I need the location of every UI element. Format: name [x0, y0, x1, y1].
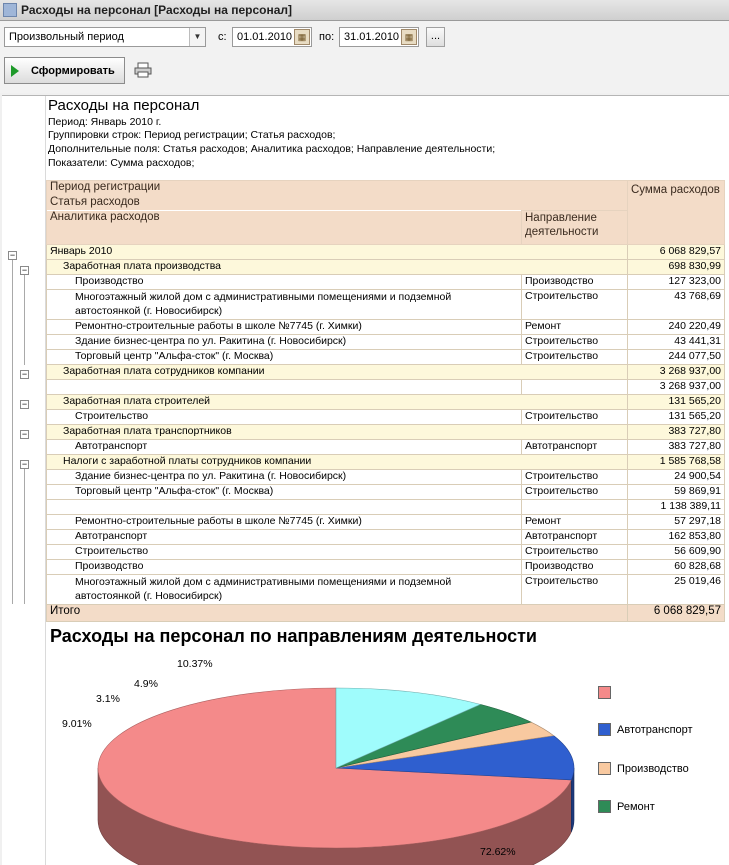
cell-analytics: Здание бизнес-центра по ул. Ракитина (г. Новосибирск) — [47, 470, 522, 485]
header-article: Статья расходов — [47, 196, 628, 211]
legend-label: Ремонт — [617, 800, 655, 813]
collapse-icon[interactable]: − — [21, 265, 28, 275]
from-label: с: — [218, 31, 227, 43]
to-label: по: — [319, 31, 335, 43]
collapse-icon[interactable]: − — [21, 369, 28, 379]
cell-sum: 383 727,80 — [628, 425, 725, 440]
subgroup-row[interactable] — [47, 425, 725, 440]
cell-direction: Строительство — [522, 350, 628, 365]
table-row[interactable] — [47, 335, 725, 350]
cell-analytics: Ремонтно-строительные работы в школе №7745 (г. Химки) — [47, 320, 522, 335]
cell-sum: 60 828,68 — [628, 560, 725, 575]
cell-analytics: Многоэтажный жилой дом с административными помещениями и подземной автостоянкой (г. Новосибирск) — [47, 290, 522, 320]
calendar-icon[interactable]: ▦ — [294, 29, 310, 45]
cell-sum: 43 768,69 — [628, 290, 725, 320]
cell-sum: 131 565,20 — [628, 410, 725, 425]
cell-analytics: Производство — [47, 275, 522, 290]
header-period: Период регистрации — [47, 181, 628, 196]
calendar-icon[interactable]: ▦ — [401, 29, 417, 45]
cell-sum: 1 138 389,11 — [628, 500, 725, 515]
pie-label: 72.62% — [480, 846, 516, 858]
cell-direction — [522, 380, 628, 395]
total-label: Итого — [47, 605, 628, 622]
cell-direction: Строительство — [522, 545, 628, 560]
chart-title: Расходы на персонал по направлениям деятельности — [50, 626, 537, 646]
cell-sum: 6 068 829,57 — [628, 245, 725, 260]
cell-sum: 383 727,80 — [628, 440, 725, 455]
subgroup-row[interactable] — [47, 260, 725, 275]
cell-direction: Производство — [522, 275, 628, 290]
report-period: Период: Январь 2010 г. — [48, 116, 162, 128]
cell-analytics: Заработная плата сотрудников компании — [47, 365, 628, 380]
legend-swatch — [598, 723, 611, 736]
cell-sum: 127 323,00 — [628, 275, 725, 290]
date-from-value: 01.01.2010 — [237, 31, 293, 43]
window-title: Расходы на персонал [Расходы на персонал] — [21, 3, 293, 17]
report-table — [46, 180, 725, 622]
report-toolbar — [0, 21, 729, 93]
legend-item — [598, 686, 617, 699]
cell-direction: Строительство — [522, 485, 628, 500]
period-type-select[interactable] — [4, 27, 206, 47]
cell-analytics: Январь 2010 — [47, 245, 628, 260]
period-type-value: Произвольный период — [9, 31, 124, 43]
cell-sum: 56 609,90 — [628, 545, 725, 560]
print-icon[interactable] — [134, 62, 152, 78]
tree-line — [12, 260, 13, 604]
cell-sum: 240 220,49 — [628, 320, 725, 335]
cell-sum: 1 585 768,58 — [628, 455, 725, 470]
cell-direction: Строительство — [522, 335, 628, 350]
play-icon — [11, 65, 19, 77]
table-row[interactable] — [47, 350, 725, 365]
legend-item — [598, 800, 655, 813]
legend-swatch — [598, 686, 611, 699]
total-row — [47, 605, 725, 622]
pie-chart — [46, 651, 586, 865]
cell-analytics: Автотранспорт — [47, 440, 522, 455]
pie-label: 4.9% — [134, 678, 158, 690]
pie-label: 10.37% — [177, 658, 213, 670]
cell-direction: Строительство — [522, 290, 628, 320]
report-window-icon — [3, 3, 17, 17]
cell-analytics: Заработная плата производства — [47, 260, 628, 275]
subgroup-row[interactable] — [47, 455, 725, 470]
table-row[interactable] — [47, 275, 725, 290]
table-row[interactable] — [47, 470, 725, 485]
cell-sum: 162 853,80 — [628, 530, 725, 545]
table-row[interactable] — [47, 560, 725, 575]
cell-direction: Строительство — [522, 410, 628, 425]
table-row[interactable] — [47, 515, 725, 530]
table-row[interactable] — [47, 500, 725, 515]
cell-sum: 25 019,46 — [628, 575, 725, 605]
cell-sum: 131 565,20 — [628, 395, 725, 410]
report-row-groupings: Группировки строк: Период регистрации; Статья расходов; — [48, 129, 336, 141]
report-sheet[interactable] — [2, 95, 729, 865]
cell-direction: Ремонт — [522, 320, 628, 335]
cell-analytics: Строительство — [47, 545, 522, 560]
date-from-field[interactable] — [232, 27, 312, 47]
cell-sum: 43 441,31 — [628, 335, 725, 350]
collapse-icon[interactable]: − — [21, 459, 28, 469]
cell-analytics: Производство — [47, 560, 522, 575]
subgroup-row[interactable] — [47, 365, 725, 380]
cell-analytics: Торговый центр "Альфа-сток" (г. Москва) — [47, 350, 522, 365]
total-sum: 6 068 829,57 — [628, 605, 725, 622]
cell-sum: 698 830,99 — [628, 260, 725, 275]
cell-direction: Строительство — [522, 575, 628, 605]
collapse-icon[interactable]: − — [9, 250, 16, 260]
report-indicators: Показатели: Сумма расходов; — [48, 157, 195, 169]
cell-sum: 3 268 937,00 — [628, 380, 725, 395]
cell-direction: Ремонт — [522, 515, 628, 530]
cell-direction: Автотранспорт — [522, 530, 628, 545]
report-title: Расходы на персонал — [48, 97, 200, 114]
cell-analytics: Ремонтно-строительные работы в школе №7745 (г. Химки) — [47, 515, 522, 530]
legend-label: Автотранспорт — [617, 723, 693, 736]
header-direction: Направление деятельности — [522, 211, 628, 245]
pie-label: 3.1% — [96, 693, 120, 705]
subgroup-row[interactable] — [47, 395, 725, 410]
legend-item — [598, 723, 693, 736]
cell-sum: 57 297,18 — [628, 515, 725, 530]
legend-swatch — [598, 762, 611, 775]
cell-analytics: Налоги с заработной платы сотрудников компании — [47, 455, 628, 470]
table-row[interactable] — [47, 485, 725, 500]
pie-label: 9.01% — [62, 718, 92, 730]
cell-analytics: Заработная плата строителей — [47, 395, 628, 410]
cell-analytics — [47, 380, 522, 395]
date-to-field[interactable] — [339, 27, 419, 47]
header-sum: Сумма расходов — [628, 181, 725, 245]
header-analytics: Аналитика расходов — [47, 211, 522, 245]
cell-direction: Автотранспорт — [522, 440, 628, 455]
cell-direction — [522, 500, 628, 515]
cell-analytics — [47, 500, 522, 515]
table-row[interactable] — [47, 380, 725, 395]
cell-sum: 3 268 937,00 — [628, 365, 725, 380]
cell-analytics: Автотранспорт — [47, 530, 522, 545]
generate-report-button[interactable] — [4, 57, 125, 84]
generate-report-label: Сформировать — [31, 64, 115, 77]
collapse-icon[interactable]: − — [21, 399, 28, 409]
legend-item — [598, 762, 689, 775]
cell-analytics: Многоэтажный жилой дом с административными помещениями и подземной автостоянкой (г. Новосибирск) — [47, 575, 522, 605]
tree-line — [24, 275, 25, 365]
period-settings-button[interactable]: ... — [426, 27, 445, 47]
cell-direction: Строительство — [522, 470, 628, 485]
table-row[interactable] — [47, 290, 725, 320]
cell-sum: 244 077,50 — [628, 350, 725, 365]
group-row[interactable] — [47, 245, 725, 260]
chevron-down-icon[interactable]: ▼ — [189, 28, 205, 46]
window-titlebar — [0, 0, 729, 21]
cell-analytics: Строительство — [47, 410, 522, 425]
table-row[interactable] — [47, 320, 725, 335]
table-row[interactable] — [47, 530, 725, 545]
report-extra-fields: Дополнительные поля: Статья расходов; Аналитика расходов; Направление деятельности; — [48, 143, 496, 155]
legend-swatch — [598, 800, 611, 813]
legend-label: Производство — [617, 762, 689, 775]
cell-analytics: Заработная плата транспортников — [47, 425, 628, 440]
table-row[interactable] — [47, 440, 725, 455]
date-to-value: 31.01.2010 — [344, 31, 400, 43]
cell-sum: 24 900,54 — [628, 470, 725, 485]
collapse-icon[interactable]: − — [21, 429, 28, 439]
tree-line — [24, 469, 25, 604]
cell-direction: Производство — [522, 560, 628, 575]
cell-analytics: Здание бизнес-центра по ул. Ракитина (г. Новосибирск) — [47, 335, 522, 350]
table-row[interactable] — [47, 575, 725, 605]
table-row[interactable] — [47, 410, 725, 425]
cell-sum: 59 869,91 — [628, 485, 725, 500]
cell-analytics: Торговый центр "Альфа-сток" (г. Москва) — [47, 485, 522, 500]
table-row[interactable] — [47, 545, 725, 560]
